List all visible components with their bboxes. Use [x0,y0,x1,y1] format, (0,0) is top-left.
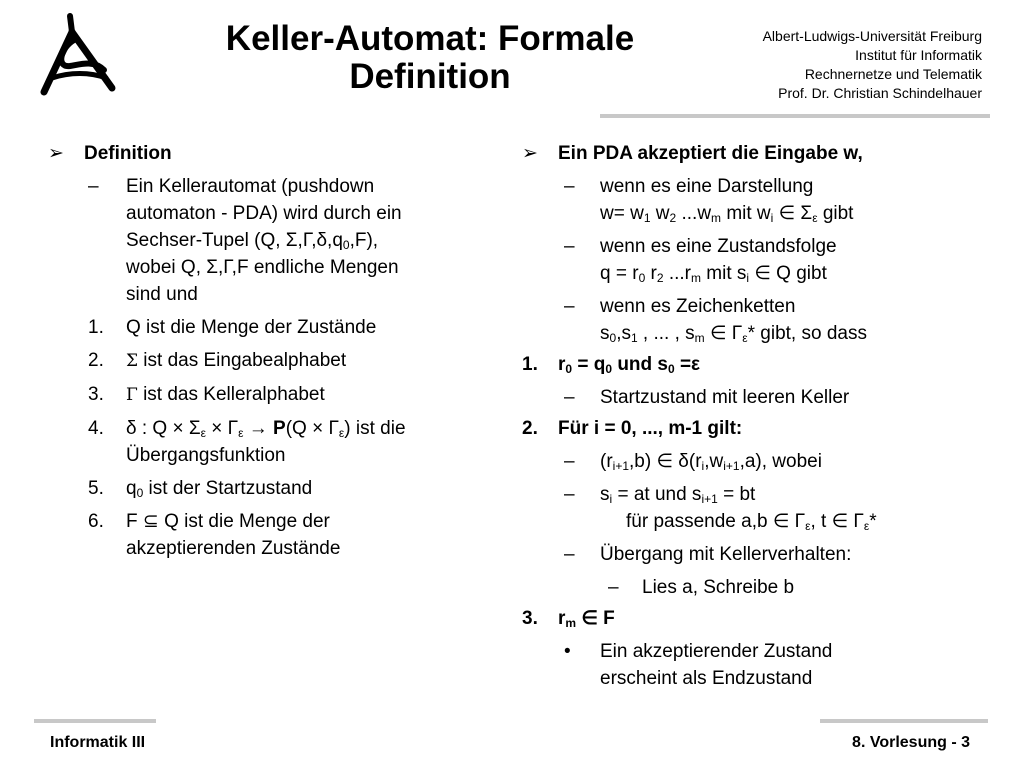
dot-bullet-icon: • [564,641,571,662]
dash-bullet-icon: – [88,176,99,197]
footer-divider-left [34,719,156,723]
institution-block [763,27,982,103]
dash-bullet-icon: – [564,296,575,317]
list-item: 1. Q ist die Menge der Zustände [88,317,377,338]
dash-bullet-icon: – [564,544,575,565]
slide-title [170,20,690,96]
footer-course: Informatik III [50,734,146,751]
list-item: 6. F ⊆ Q ist die Menge der akzeptierenden Zustände [88,511,341,559]
right-column [522,140,992,692]
university-logo-icon [30,12,122,98]
institution-line: Rechnernetze und Telematik [804,66,982,82]
definition-intro: – Ein Kellerautomat (pushdown automaton - PDA) wird durch ein Sechser-Tupel (Q, $\Sigma,\Gamma,\delta,q_0,F$), wobei Q, Σ,Γ,F endliche Mengen sind und [48,173,468,308]
dash-bullet-icon: – [564,484,575,505]
dash-bullet-icon: – [564,236,575,257]
condition-item: – wenn es eine Darstellung $w= w_1$ $w_2$ $...w_m$ mit $w_i$ ∈ $\Sigma_\varepsilon$ gibt [522,173,992,227]
title-line-1: Keller-Automat: Formale [225,19,635,58]
footer-page: 8. Vorlesung - 3 [852,734,970,751]
rule-2-sub: – $(r_{i+1},b)$ ∈ $\delta(r_i,w_{i+1},a)$, wobei [522,448,992,475]
arrow-bullet-icon: ➢ [522,143,538,164]
arrow-bullet-icon: ➢ [48,143,64,164]
institution-line: Albert-Ludwigs-Universität Freiburg [762,28,982,44]
rule-2: 2. Für i = 0, ..., m-1 gilt: [522,418,743,439]
rule-1-sub: – Startzustand mit leeren Keller [522,384,992,411]
list-item: 3. Γ ist das Kelleralphabet [88,384,325,405]
dash-bullet-icon: – [564,451,575,472]
condition-item: – wenn es eine Zustandsfolge $q = r_0$ $r_2$ $...r_m$ mit $s_i$ ∈ Q gibt [522,233,992,287]
header-divider [600,114,990,118]
dash-bullet-icon: – [564,387,575,408]
dash-bullet-icon: – [608,577,619,598]
left-column [48,140,468,562]
rule-2-subsub: – Lies a, Schreibe b [522,574,992,601]
institution-line: Prof. Dr. Christian Schindelhauer [778,85,982,101]
institution-line: Institut für Informatik [855,47,982,63]
condition-item: – wenn es Zeichenketten $s_0,s_1$ , ... , $s_m$ ∈ $\Gamma_\varepsilon*$ gibt, so dass [522,293,992,347]
rule-2-sub: – Übergang mit Kellerverhalten: [522,541,992,568]
list-item: 4. δ : $Q \times \Sigma_\varepsilon \times \Gamma_\varepsilon \to P(Q \times \Gamma_\varepsilon)$ ist die Übergangsfunktion [88,418,406,466]
left-heading: ➢ Definition [48,140,468,167]
rule-2-sub: – $s_i$ = at und $s_{i+1}$ = bt für passende a,b ∈ $\Gamma_\varepsilon$, t ∈ $\Gamma_\varepsilon*$ [522,481,992,535]
right-heading: ➢ Ein PDA akzeptiert die Eingabe w, [522,140,992,167]
dash-bullet-icon: – [564,176,575,197]
rule-3-sub: • Ein akzeptierender Zustand erscheint als Endzustand [522,638,992,692]
title-line-2: Definition [349,57,511,96]
footer-divider-right [820,719,988,723]
list-item: 5. $q_0$ ist der Startzustand [88,478,313,500]
rule-3: 3. $r_m$ ∈ F [522,608,615,630]
list-item: 2. Σ ist das Eingabealphabet [88,350,347,371]
rule-1: 1. $r_0 = q_0$ und $s_0 =\varepsilon$ [522,354,701,376]
